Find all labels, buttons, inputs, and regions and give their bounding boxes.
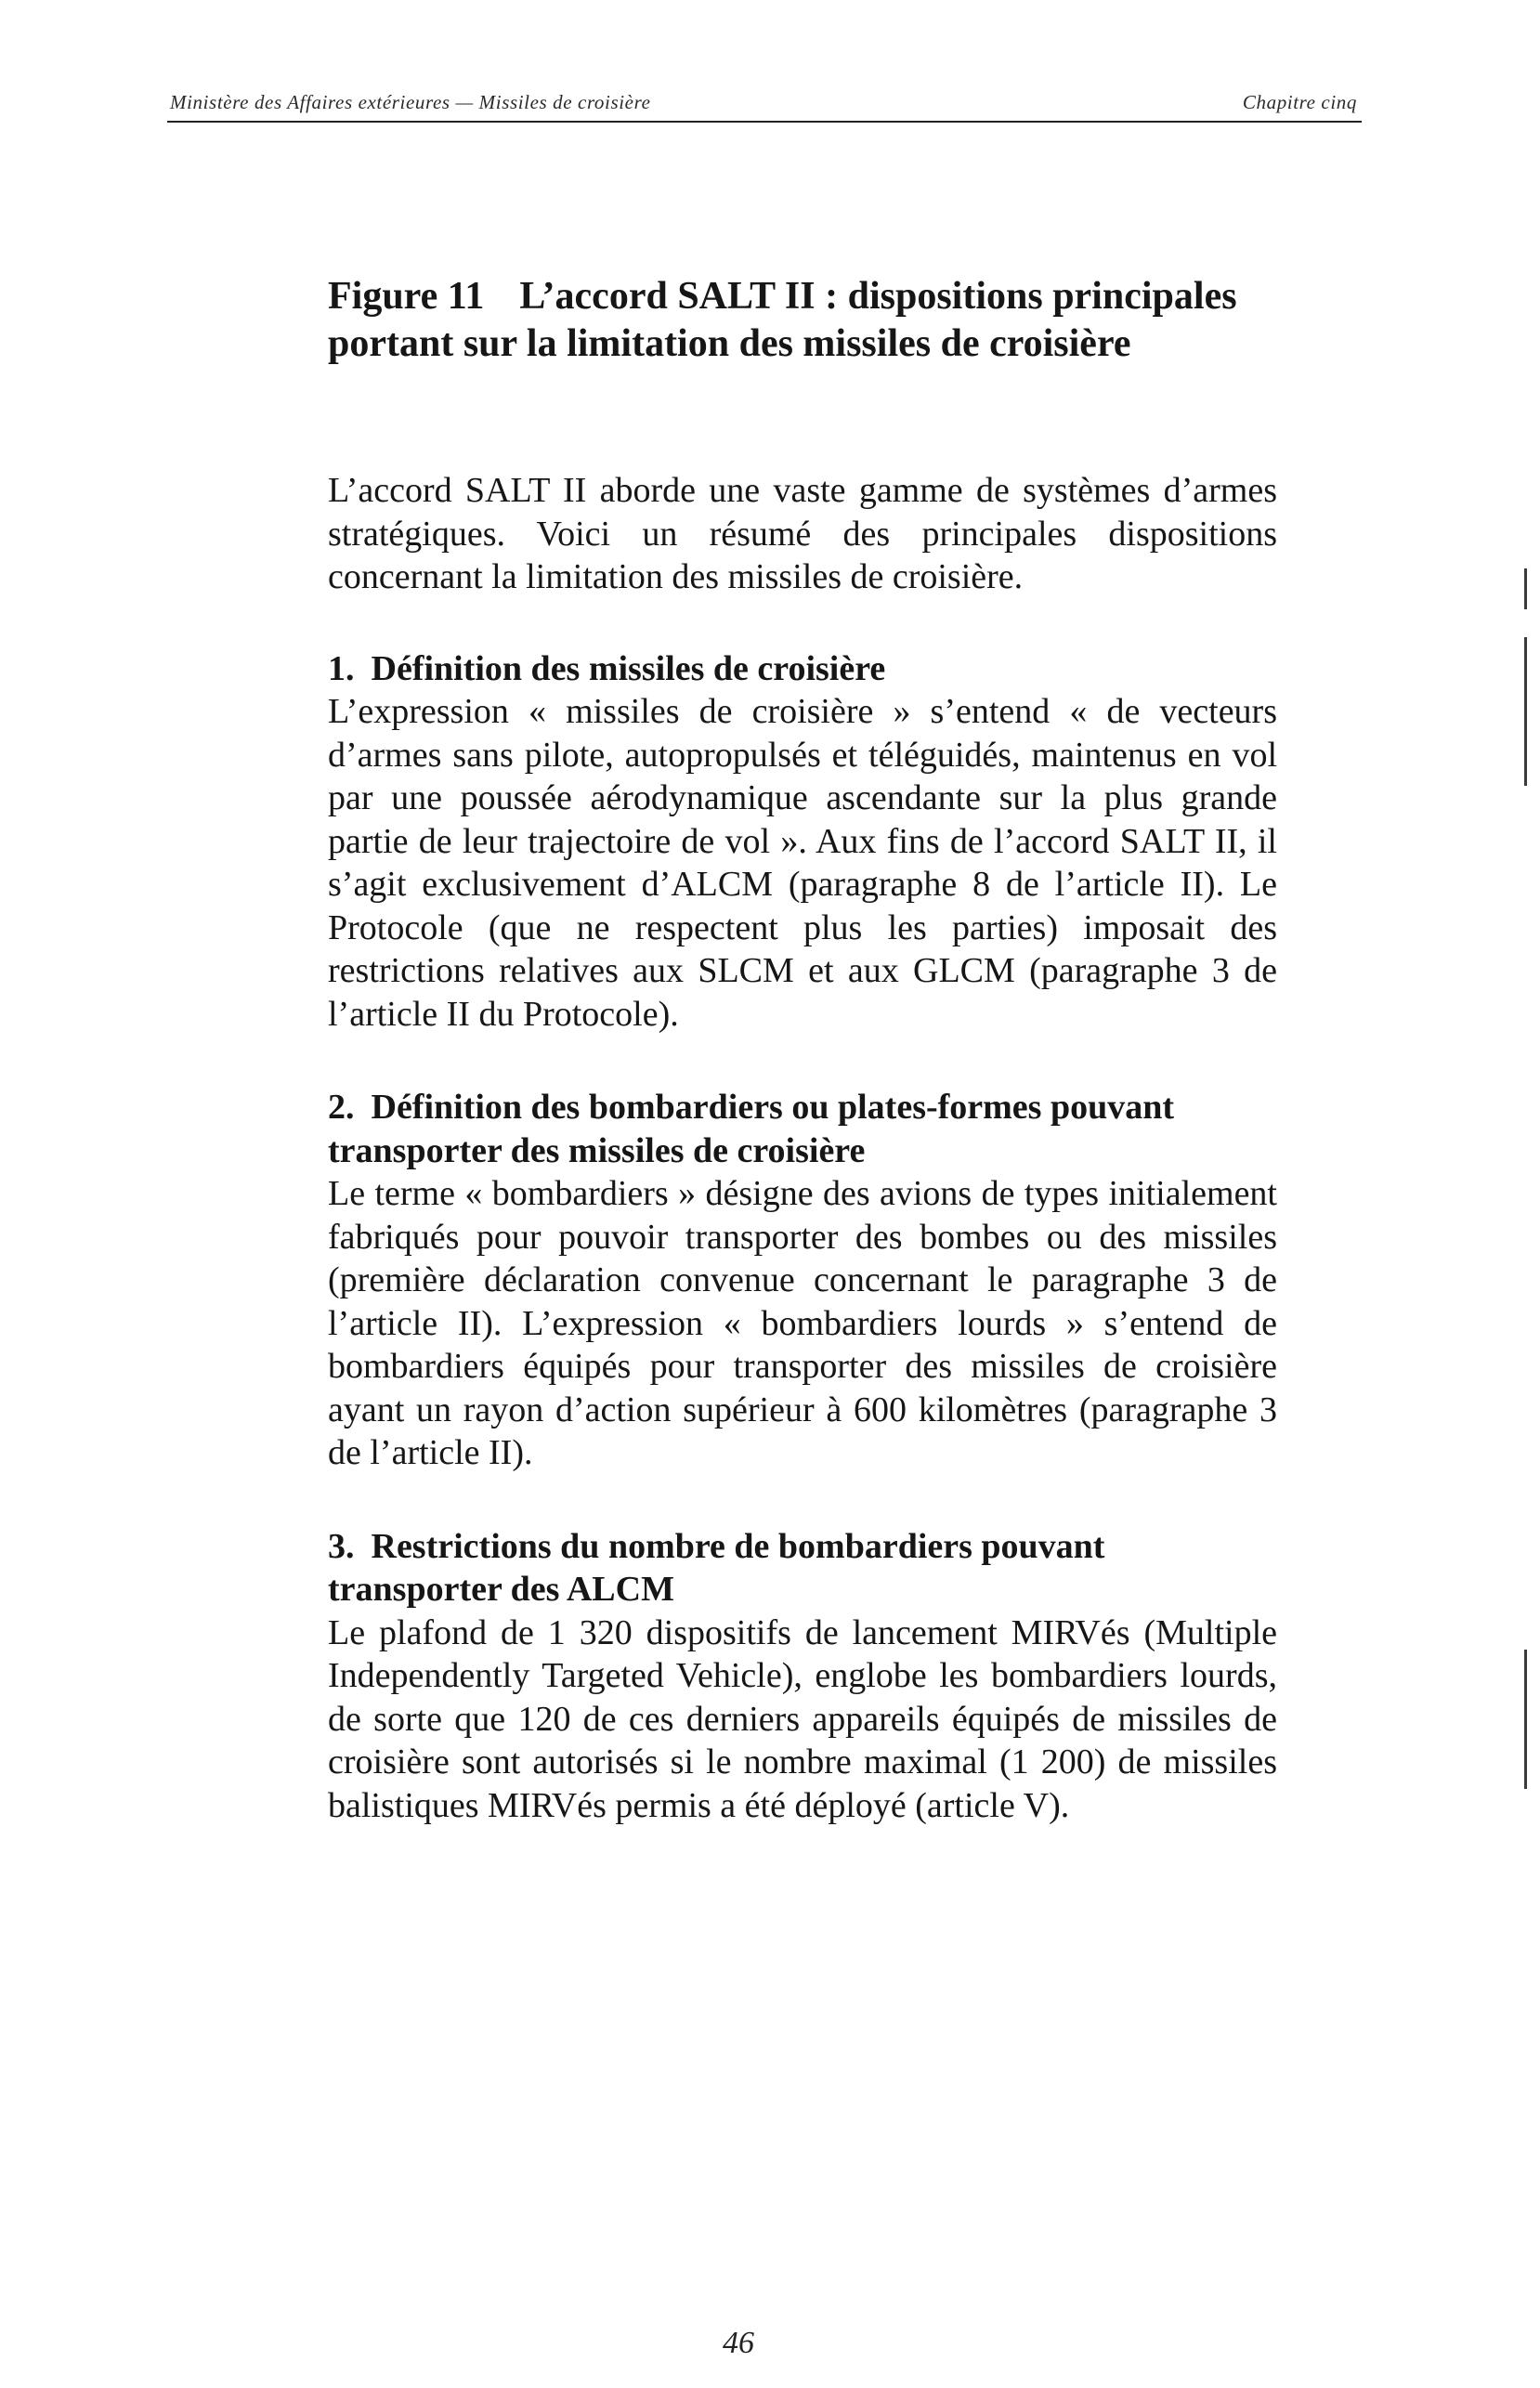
body-column	[328, 469, 1277, 1877]
section-body: Le terme « bombardiers » désigne des avions de types initialement fabriqués pour pouvoir transporter des bombes ou des missiles (première déclaration convenue concernant le paragraphe 3 de l’article II). L’expression « bombardiers lourds » s’entend de bombardiers équipés pour transporter des missiles de croisière ayant un rayon d’action supérieur à 600 kilomètres (paragraphe 3 de l’article II).	[328, 1174, 1277, 1472]
section-heading	[328, 647, 1277, 691]
section-number: 2.	[328, 1088, 355, 1127]
page-number: 46	[723, 2326, 754, 2360]
figure-title-text: L’accord SALT II : dispositions principales portant sur la limitation des missiles de croisière	[328, 275, 1237, 365]
figure-title	[328, 273, 1275, 368]
section-heading-text: Définition des bombardiers ou plates-formes pouvant transporter des missiles de croisière	[328, 1088, 1175, 1170]
section-heading-text: Restrictions du nombre de bombardiers pouvant transporter des ALCM	[328, 1526, 1105, 1609]
scan-artifact	[1524, 637, 1527, 786]
section-1	[328, 647, 1277, 1037]
running-header-left: Ministère des Affaires extérieures — Missiles de croisière	[170, 91, 651, 113]
section-heading-text: Définition des missiles de croisière	[371, 648, 886, 688]
running-header	[170, 87, 1357, 119]
section-heading	[328, 1086, 1277, 1172]
scan-artifact	[1524, 568, 1527, 609]
section-body: L’expression « missiles de croisière » s’entend « de vecteurs d’armes sans pilote, autopropulsés et téléguidés, maintenus en vol par une poussée aérodynamique ascendante sur la plus grande partie de leur trajectoire de vol ». Aux fins de l’accord SALT II, il s’agit exclusivement d’ALCM (paragraphe 8 de l’article II). Le Protocole (que ne respectent plus les parties) imposait des restrictions relatives aux SLCM et aux GLCM (paragraphe 3 de l’article II du Protocole).	[328, 692, 1277, 1034]
figure-label: Figure 11	[328, 275, 485, 318]
section-heading	[328, 1525, 1277, 1612]
section-number: 3.	[328, 1526, 355, 1566]
section-2	[328, 1086, 1277, 1475]
intro-paragraph: L’accord SALT II aborde une vaste gamme de systèmes d’armes stratégiques. Voici un résumé des principales dispositions concernant la limitation des missiles de croisière.	[328, 471, 1277, 596]
scan-artifact	[1524, 1650, 1527, 1789]
section-3	[328, 1525, 1277, 1828]
running-header-right: Chapitre cinq	[1242, 91, 1357, 113]
header-rule	[167, 121, 1362, 123]
section-body: Le plafond de 1 320 dispositifs de lancement MIRVés (Multiple Independently Targeted Vehicle), englobe les bombardiers lourds, de sorte que 120 de ces derniers appareils équipés de missiles de croisière sont autorisés si le nombre maximal (1 200) de missiles balistiques MIRVés permis a été déployé (article V).	[328, 1612, 1277, 1825]
section-number: 1.	[328, 648, 355, 688]
